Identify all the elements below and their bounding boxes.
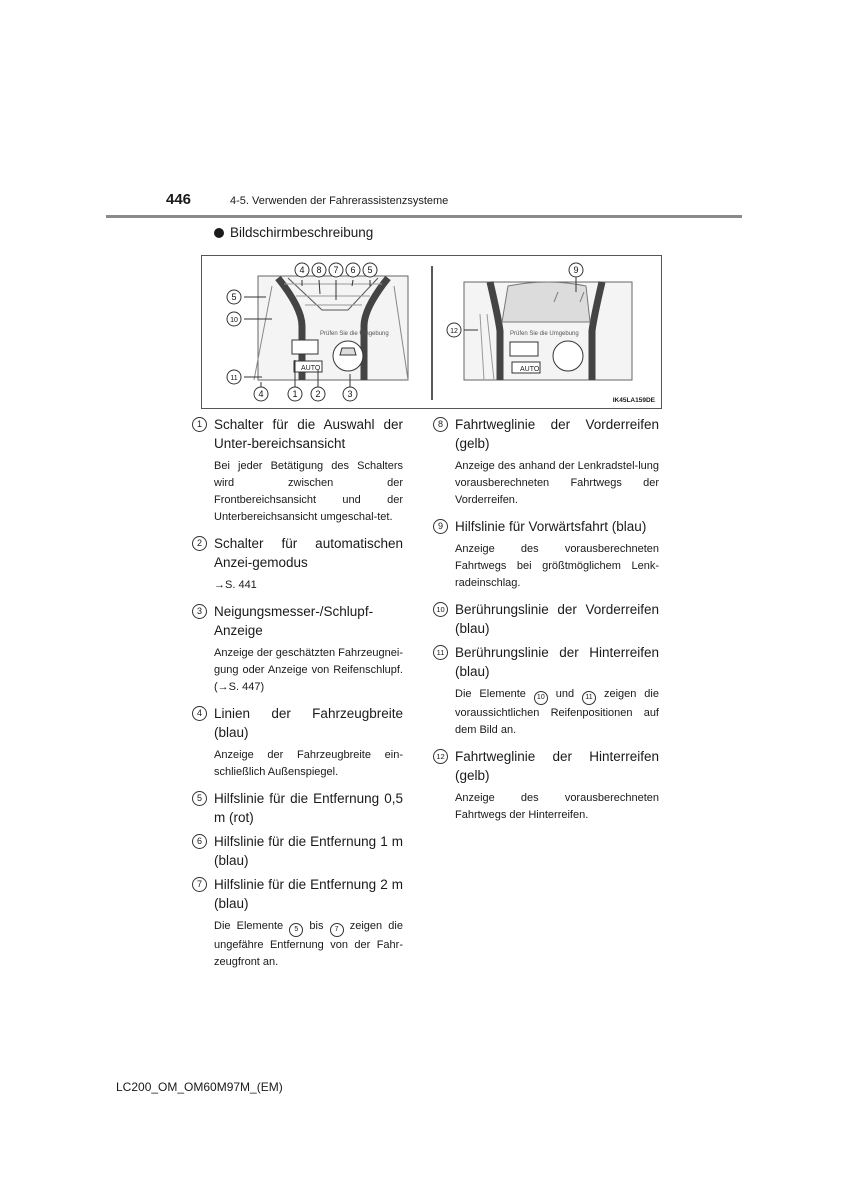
inline-number: 10	[534, 691, 548, 705]
callout-3	[343, 387, 357, 401]
desc-text: Die Elemente	[214, 920, 284, 932]
svg-text:4: 4	[258, 389, 264, 399]
item-description	[455, 686, 659, 739]
item-label: Berührungslinie der Vorderreifen (blau)	[455, 602, 659, 636]
callout-2	[311, 387, 325, 401]
desc-text: und	[555, 688, 575, 700]
item-label: Hilfslinie für die Entfernung 0,5 m (rot)	[214, 791, 403, 825]
item-label: Fahrtweglinie der Vorderreifen (gelb)	[455, 417, 659, 451]
item-number: 6	[192, 834, 207, 849]
item-label: Berührungslinie der Hinterreifen (blau)	[455, 645, 659, 679]
list-item	[433, 643, 659, 739]
list-item	[192, 415, 403, 526]
callout-4-bottom	[254, 387, 268, 401]
item-description: Anzeige der geschätzten Fahrzeugnei-gung oder Anzeige von Reifenschlupf. (→S. 447)	[214, 647, 403, 693]
item-number: 11	[433, 645, 448, 660]
bullet-icon	[214, 228, 224, 238]
svg-text:AUTO: AUTO	[301, 365, 321, 372]
item-number: 1	[192, 417, 207, 432]
desc-text: zeigen die ungefähre Entfernung von der Fahr-zeugfront an.	[214, 920, 403, 968]
svg-text:6: 6	[350, 265, 356, 275]
item-label: Hilfslinie für die Entfernung 2 m (blau)	[214, 877, 403, 911]
item-number: 8	[433, 417, 448, 432]
item-number: 3	[192, 604, 207, 619]
svg-text:10: 10	[230, 317, 238, 324]
list-item	[433, 517, 659, 592]
callout-4-top	[295, 263, 309, 277]
callout-1	[288, 387, 302, 401]
left-column	[192, 415, 403, 979]
item-number: 12	[433, 749, 448, 764]
list-item	[192, 875, 403, 971]
callout-11	[227, 370, 241, 384]
list-item	[433, 747, 659, 824]
list-item	[192, 534, 403, 594]
screen-illustration	[201, 255, 662, 409]
item-description: Anzeige des vorausberechneten Fahrtwegs der Hinterreifen.	[455, 792, 659, 821]
inline-number: 5	[289, 923, 303, 937]
callout-5-side	[227, 290, 241, 304]
inline-number: 11	[582, 691, 596, 705]
item-number: 7	[192, 877, 207, 892]
list-item	[192, 602, 403, 696]
svg-text:2: 2	[315, 389, 321, 399]
item-label: Schalter für automatischen Anzei-gemodus	[214, 536, 403, 570]
svg-text:8: 8	[316, 265, 322, 275]
page-number: 446	[166, 191, 192, 208]
list-item	[192, 789, 403, 827]
list-item	[192, 832, 403, 870]
item-number: 2	[192, 536, 207, 551]
item-description: Anzeige der Fahrzeugbreite ein-schließlich Außenspiegel.	[214, 749, 403, 778]
item-description: Bei jeder Betätigung des Schalters wird zwischen der Frontbereichsansicht und der Unterbereichsansicht umgeschal-tet.	[214, 460, 403, 523]
svg-text:4: 4	[299, 265, 305, 275]
item-number: 10	[433, 602, 448, 617]
item-label: Hilfslinie für die Entfernung 1 m (blau)	[214, 834, 403, 868]
svg-text:12: 12	[450, 328, 458, 335]
list-item	[433, 600, 659, 638]
callout-7-top	[329, 263, 343, 277]
svg-text:3: 3	[347, 389, 353, 399]
callout-10	[227, 312, 241, 326]
footer-code: LC200_OM_OM60M97M_(EM)	[116, 1080, 283, 1094]
desc-text: Die Elemente	[455, 688, 526, 700]
camera-view-diagram	[202, 256, 661, 408]
subheading	[214, 225, 373, 240]
list-item	[433, 415, 659, 509]
callout-8	[312, 263, 326, 277]
item-label: Neigungsmesser-/Schlupf-Anzeige	[214, 604, 374, 638]
svg-text:5: 5	[231, 292, 237, 302]
svg-text:9: 9	[573, 265, 579, 275]
item-label: Schalter für die Auswahl der Unter-bereichsansicht	[214, 417, 403, 451]
section-title: 4-5. Verwenden der Fahrerassistenzsysteme	[230, 195, 449, 207]
item-description	[214, 918, 403, 971]
figure-code: IK45LA159DE	[612, 397, 655, 404]
callout-6	[346, 263, 360, 277]
header-rule	[106, 215, 742, 218]
subheading-text: Bildschirmbeschreibung	[230, 225, 374, 240]
list-item	[192, 704, 403, 781]
svg-text:5: 5	[367, 265, 373, 275]
item-label: Hilfslinie für Vorwärtsfahrt (blau)	[455, 519, 647, 534]
svg-text:1: 1	[292, 389, 298, 399]
svg-text:7: 7	[333, 265, 339, 275]
item-label: Linien der Fahrzeugbreite (blau)	[214, 706, 403, 740]
item-number: 4	[192, 706, 207, 721]
item-number: 9	[433, 519, 448, 534]
item-description: →S. 441	[214, 579, 257, 591]
svg-text:Prüfen Sie die Umgebung: Prüfen Sie die Umgebung	[510, 331, 579, 337]
item-description: Anzeige des anhand der Lenkradstel-lung vorausberechneten Fahrtwegs der Vorderreifen.	[455, 460, 659, 506]
svg-text:AUTO: AUTO	[520, 366, 540, 373]
desc-text: zeigen die voraussichtlichen Reifenpositionen auf dem Bild an.	[455, 688, 659, 736]
svg-text:11: 11	[230, 375, 238, 382]
callout-5-top	[363, 263, 377, 277]
inline-number: 7	[330, 923, 344, 937]
item-description: Anzeige des vorausberechneten Fahrtwegs bei größtmöglichem Lenk-radeinschlag.	[455, 543, 659, 589]
svg-text:Prüfen Sie die Umgebung: Prüfen Sie die Umgebung	[320, 331, 389, 337]
desc-text: bis	[309, 920, 324, 932]
callout-12	[447, 323, 461, 337]
item-number: 5	[192, 791, 207, 806]
callout-9	[569, 263, 583, 277]
right-column	[433, 415, 659, 832]
item-label: Fahrtweglinie der Hinterreifen (gelb)	[455, 749, 659, 783]
